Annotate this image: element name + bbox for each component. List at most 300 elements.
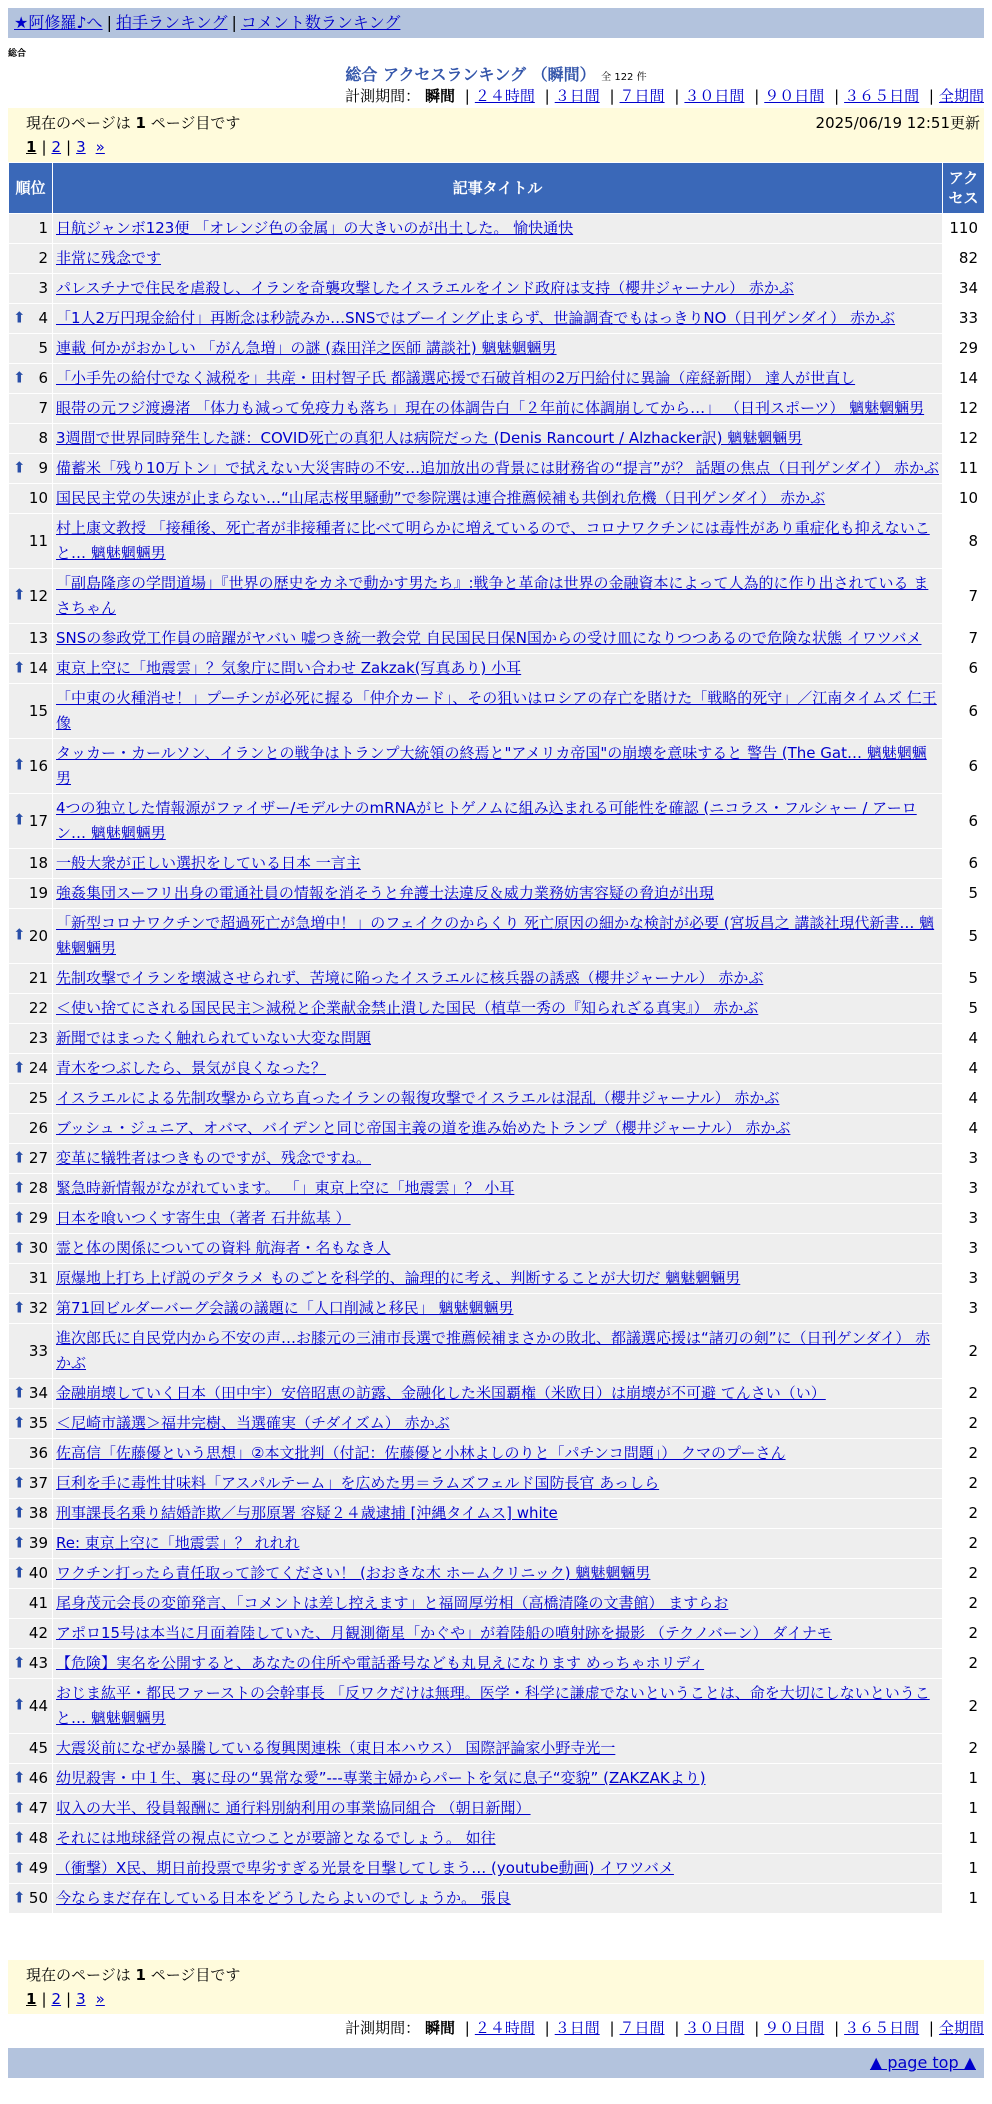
access-count: 1 [943,1854,985,1884]
rank-number: 34 [28,1384,48,1402]
table-row [9,794,985,849]
period-link-24h[interactable]: ２４時間 [474,87,535,105]
article-link[interactable]: 新聞ではまったく触れられていない大変な問題 [56,1029,372,1047]
article-link[interactable]: 今ならまだ存在している日本をどうしたらよいのでしょうか。 張良 [56,1889,511,1907]
article-link[interactable]: 「小手先の給付でなく減税を」共産・田村智子氏 都議選応援で石破首相の2万円給付に異論（産経新聞） 達人が世直し [56,369,856,387]
title-cell [53,1264,943,1294]
title-header: 記事タイトル [53,163,943,214]
rank-cell [9,654,53,684]
rank-number: 24 [28,1059,48,1077]
arrow-up-icon: ⬆ [13,1297,26,1316]
table-row [9,1114,985,1144]
rank-number: 22 [28,999,48,1017]
access-count: 4 [943,1054,985,1084]
rank-cell [9,394,53,424]
article-link[interactable]: 3週間で世界同時発生した謎：COVID死亡の真犯人は病院だった (Denis Rancourt / Alzhacker訳) 魑魅魍魎男 [56,429,803,447]
table-row [9,1174,985,1204]
rank-number: 29 [28,1209,48,1227]
article-link[interactable]: 刑事課長名乗り結婚詐欺／与那原署 容疑２４歳逮捕 [沖縄タイムス] white [56,1504,558,1522]
arrow-up-icon: ⬆ [13,1237,26,1256]
table-row [9,739,985,794]
page-link-2[interactable]: 2 [51,138,62,156]
article-link[interactable]: 進次郎氏に自民党内から不安の声…お膝元の三浦市長選で推薦候補まさかの敗北、都議選応援は“諸刃の剣”に（日刊ゲンダイ） 赤かぶ [56,1329,931,1372]
access-count: 12 [943,394,985,424]
rank-cell [9,739,53,794]
rank-number: 38 [28,1504,48,1522]
rank-cell [9,1054,53,1084]
access-count: 2 [943,1679,985,1734]
rank-number: 26 [28,1119,48,1137]
table-row [9,1294,985,1324]
period-link-3d[interactable]: ３日間 [554,87,600,105]
period-link-90d[interactable]: ９０日間 [764,87,825,105]
period-selector-bottom: 計測期間： 瞬間 | ２４時間 | ３日間 | ７日間 | ３０日間 | ９０日間 | ３６５日間 | 全期間 [345,2019,984,2037]
article-link[interactable]: 収入の大半、役員報酬に 通行料別納利用の事業協同組合 （朝日新聞） [56,1799,531,1817]
title-cell [53,1854,943,1884]
access-count: 1 [943,1794,985,1824]
rank-number: 1 [38,219,48,237]
rank-number: 40 [28,1564,48,1582]
arrow-up-icon: ⬆ [13,1797,26,1816]
arrow-up-icon: ⬆ [13,657,26,676]
rank-number: 30 [28,1239,48,1257]
article-link[interactable]: 「中東の火種消せ！」プーチンが必死に握る「仲介カード」、その狙いはロシアの存亡を賭けた「戦略的死守」／江南タイムズ 仁王像 [56,689,937,732]
rank-cell [9,1264,53,1294]
rank-cell [9,1469,53,1499]
article-link[interactable]: 備蓄米「残り10万トン」で拭えない大災害時の不安…追加放出の背景には財務省の“提言”が？ 話題の焦点（日刊ゲンダイ） 赤かぶ [56,459,939,477]
rank-cell [9,1084,53,1114]
title-cell [53,1649,943,1679]
rank-number: 28 [28,1179,48,1197]
article-link[interactable]: それには地球経営の視点に立つことが要諦となるでしょう。 如往 [56,1829,496,1847]
table-row [9,879,985,909]
next-page-link-bottom[interactable]: » [95,1990,105,2008]
title-cell [53,994,943,1024]
rank-number: 37 [28,1474,48,1492]
title-cell [53,654,943,684]
article-link[interactable]: 巨利を手に毒性甘味料「アスパルテーム」を広めた男＝ラムズフェルド国防長官 あっしら [56,1474,660,1492]
access-count: 2 [943,1499,985,1529]
article-link[interactable]: 大震災前になぜか暴騰している復興関連株（東日本ハウス） 国際評論家小野寺光一 [56,1739,616,1757]
rank-cell [9,454,53,484]
title-cell [53,304,943,334]
table-row [9,1469,985,1499]
page-links-bottom: 1 | 2 | 3 » [26,1990,105,2008]
rank-cell [9,1294,53,1324]
table-row [9,1619,985,1649]
rank-number: 50 [28,1889,48,1907]
arrow-up-icon: ⬆ [13,1412,26,1431]
page-links: 1 | 2 | 3 » [26,138,105,156]
rank-number: 8 [38,429,48,447]
period-link-all[interactable]: 全期間 [938,87,984,105]
article-link[interactable]: 国民民主党の失速が止まらない…“山尾志桜里騒動”で参院選は連合推薦候補も共倒れ危機（日刊ゲンダイ） 赤かぶ [56,489,826,507]
title-cell [53,274,943,304]
arrow-up-icon: ⬆ [13,1532,26,1551]
title-cell [53,1379,943,1409]
access-count: 82 [943,244,985,274]
rank-number: 6 [38,369,48,387]
rank-number: 2 [38,249,48,267]
article-link[interactable]: 原爆地上打ち上げ説のデタラメ ものごとを科学的、論理的に考え、判断することが大切だ 魑魅魍魎男 [56,1269,741,1287]
top-nav: ★阿修羅♪へ | 拍手ランキング | コメント数ランキング [8,8,984,38]
rank-cell [9,569,53,624]
rank-number: 5 [38,339,48,357]
access-count: 8 [943,514,985,569]
period-link-30d[interactable]: ３０日間 [684,87,745,105]
period-link-365d-bottom[interactable]: ３６５日間 [844,2019,920,2037]
arrow-up-icon: ⬆ [13,307,26,326]
title-cell [53,1884,943,1914]
rank-cell [9,484,53,514]
section-label: 総合 [8,49,27,59]
article-link[interactable]: 【危険】実名を公開すると、あなたの住所や電話番号なども丸見えになります めっちゃホリディ [56,1654,705,1672]
access-count: 11 [943,454,985,484]
rank-number: 39 [28,1534,48,1552]
period-link-all-bottom[interactable]: 全期間 [938,2019,984,2037]
access-count: 2 [943,1324,985,1379]
title-cell [53,364,943,394]
rank-number: 7 [38,399,48,417]
title-cell [53,879,943,909]
title-cell [53,1204,943,1234]
access-count: 14 [943,364,985,394]
rank-number: 48 [28,1829,48,1847]
table-row [9,514,985,569]
rank-number: 35 [28,1414,48,1432]
table-row [9,1379,985,1409]
rank-number: 32 [28,1299,48,1317]
rank-cell [9,1734,53,1764]
rank-cell [9,1114,53,1144]
article-link[interactable]: 霊と体の関係についての資料 航海者・名もなき人 [56,1239,391,1257]
rank-cell [9,849,53,879]
rank-number: 12 [28,586,48,605]
table-row [9,624,985,654]
title-cell [53,514,943,569]
rank-number: 25 [28,1089,48,1107]
arrow-up-icon: ⬆ [13,1695,26,1714]
access-count: 6 [943,849,985,879]
title-cell [53,1764,943,1794]
arrow-up-icon: ⬆ [13,1652,26,1671]
article-link[interactable]: 東京上空に「地震雲」？気象庁に問い合わせ Zakzak(写真あり) 小耳 [56,659,522,677]
access-count: 4 [943,1024,985,1054]
page-link-2-bottom[interactable]: 2 [51,1990,62,2008]
rank-number: 4 [38,309,48,327]
table-row [9,1409,985,1439]
home-link[interactable]: ★阿修羅♪へ [14,13,103,32]
rank-number: 47 [28,1799,48,1817]
access-count: 2 [943,1589,985,1619]
access-count: 10 [943,484,985,514]
rank-number: 44 [28,1696,48,1715]
access-count: 6 [943,684,985,739]
page-top-link[interactable]: ▲ page top ▲ [869,2053,976,2072]
ranking-table [8,162,985,1914]
article-link[interactable]: ワクチン打ったら責任取って診てください！ (おおきな木 ホームクリニック) 魑魅魍魎男 [56,1564,651,1582]
article-link[interactable]: 一般大衆が正しい選択をしている日本 一言主 [56,854,361,872]
access-count: 3 [943,1204,985,1234]
table-row [9,1324,985,1379]
rank-cell [9,304,53,334]
access-count: 6 [943,794,985,849]
rank-cell [9,1794,53,1824]
period-link-3d-bottom[interactable]: ３日間 [554,2019,600,2037]
table-row [9,274,985,304]
period-selector-top: 計測期間： 瞬間 | ２４時間 | ３日間 | ７日間 | ３０日間 | ９０日間 | ３６５日間 | 全期間 [345,87,984,105]
article-link[interactable]: 金融崩壊していく日本（田中宇）安倍昭恵の訪露、金融化した米国覇権（米欧日）は崩壊が不可避 てんさい（い） [56,1384,826,1402]
rank-cell [9,1559,53,1589]
article-link[interactable]: 「新型コロナワクチンで超過死亡が急増中！」のフェイクのからくり 死亡原因の細かな検討が必要 (宮坂昌之 講談社現代新書… 魑魅魍魎男 [56,914,935,957]
rank-cell [9,244,53,274]
arrow-up-icon: ⬆ [13,1057,26,1076]
arrow-up-icon: ⬆ [13,1767,26,1786]
article-link[interactable]: （衝撃）X民、期日前投票で卑劣すぎる光景を目撃してしまう… (youtube動画) イワツバメ [56,1859,674,1877]
article-link[interactable]: ＜尼崎市議選＞福井完樹、当選確実（チダイズム） 赤かぶ [56,1414,450,1432]
next-page-link[interactable]: » [95,138,105,156]
access-count: 7 [943,624,985,654]
arrow-up-icon: ⬆ [13,1502,26,1521]
title-cell [53,1439,943,1469]
title-cell [53,1144,943,1174]
rank-number: 21 [28,969,48,987]
period-link-7d-bottom[interactable]: ７日間 [619,2019,665,2037]
article-link[interactable]: 佐高信「佐藤優という思想」②本文批判（付記：佐藤優と小林よしのりと「パチンコ問題」） クマのプーさん [56,1444,786,1462]
page-title-text: 総合 アクセスランキング （瞬間） [345,65,596,84]
article-link[interactable]: 村上康文教授 「接種後、死亡者が非接種者に比べて明らかに増えているので、コロナワクチンには毒性があり重症化も抑えないこと… 魑魅魍魎男 [56,519,930,562]
table-row [9,1824,985,1854]
table-row [9,1499,985,1529]
rank-number: 13 [28,629,48,647]
access-count: 34 [943,274,985,304]
rank-number: 49 [28,1859,48,1877]
rank-number: 20 [28,926,48,945]
title-cell [53,454,943,484]
article-link[interactable]: 「1人2万円現金給付」再断念は秒読みか…SNSではブーイング止まらず、世論調査でもはっきりNO（日刊ゲンダイ） 赤かぶ [56,309,896,327]
clap-ranking-link[interactable]: 拍手ランキング [115,13,228,32]
period-link-90d-bottom[interactable]: ９０日間 [764,2019,825,2037]
article-link[interactable]: イスラエルによる先制攻撃から立ち直ったイランの報復攻撃でイスラエルは混乱（櫻井ジャーナル） 赤かぶ [56,1089,780,1107]
access-count: 3 [943,1234,985,1264]
access-count: 4 [943,1114,985,1144]
article-link[interactable]: 先制攻撃でイランを壊滅させられず、苦境に陥ったイスラエルに核兵器の誘惑（櫻井ジャーナル） 赤かぶ [56,969,764,987]
rank-number: 33 [28,1341,48,1360]
access-count: 2 [943,1559,985,1589]
access-count: 110 [943,214,985,244]
rank-cell [9,1884,53,1914]
period-link-30d-bottom[interactable]: ３０日間 [684,2019,745,2037]
period-link-7d[interactable]: ７日間 [619,87,665,105]
title-cell [53,1114,943,1144]
table-row [9,994,985,1024]
period-link-365d[interactable]: ３６５日間 [844,87,920,105]
table-row [9,849,985,879]
rank-number: 31 [28,1269,48,1287]
table-row [9,909,985,964]
table-row [9,964,985,994]
table-row [9,364,985,394]
rank-cell [9,1324,53,1379]
rank-cell [9,1379,53,1409]
rank-cell [9,1499,53,1529]
access-count: 2 [943,1469,985,1499]
period-label: 計測期間： [345,87,421,105]
title-cell [53,684,943,739]
table-header [9,163,985,214]
article-link[interactable]: 幼児殺害・中１生、裏に母の“異常な愛”---専業主婦からパートを気に息子“変貌” (ZAKZAKより) [56,1769,706,1787]
access-count: 5 [943,879,985,909]
arrow-up-icon: ⬆ [13,1382,26,1401]
title-cell [53,624,943,654]
title-cell [53,1409,943,1439]
title-cell [53,1619,943,1649]
arrow-up-icon: ⬆ [13,1472,26,1491]
rank-number: 19 [28,884,48,902]
table-row [9,1024,985,1054]
article-link[interactable]: 眼帯の元フジ渡邊渚 「体力も減って免疫力も落ち」現在の体調告白「２年前に体調崩してから…」 （日刊スポーツ） 魑魅魍魎男 [56,399,925,417]
page-link-3[interactable]: 3 [76,138,86,156]
table-row [9,1439,985,1469]
arrow-up-icon: ⬆ [13,1147,26,1166]
comment-ranking-link[interactable]: コメント数ランキング [240,13,401,32]
access-count: 1 [943,1884,985,1914]
access-count: 3 [943,1174,985,1204]
rank-number: 46 [28,1769,48,1787]
article-link[interactable]: 「副島隆彦の学問道場」『世界の歴史をカネで動かす男たち』:戦争と革命は世界の金融資本によって人為的に作り出されている まさちゃん [56,574,929,617]
table-row [9,569,985,624]
period-current: 瞬間 [424,87,455,105]
article-link[interactable]: パレスチナで住民を虐殺し、イランを奇襲攻撃したイスラエルをインド政府は支持（櫻井ジャーナル） 赤かぶ [56,279,794,297]
table-row [9,1084,985,1114]
rank-number: 17 [28,811,48,830]
total-count: 全 122 件 [601,72,647,83]
rank-cell [9,1679,53,1734]
title-cell [53,569,943,624]
rank-number: 42 [28,1624,48,1642]
access-header: アクセス [943,163,985,214]
title-cell [53,849,943,879]
article-link[interactable]: 連載 何かがおかしい 「がん急増」の謎 (森田洋之医師 講談社) 魑魅魍魎男 [56,339,557,357]
access-count: 2 [943,1379,985,1409]
table-row [9,1764,985,1794]
title-cell [53,1469,943,1499]
title-cell [53,394,943,424]
table-row [9,1054,985,1084]
rank-number: 15 [28,701,48,720]
title-cell [53,794,943,849]
access-count: 12 [943,424,985,454]
article-link[interactable]: 非常に残念です [56,249,162,267]
access-count: 33 [943,304,985,334]
rank-cell [9,1824,53,1854]
page-link-3-bottom[interactable]: 3 [76,1990,86,2008]
article-link[interactable]: Re: 東京上空に「地震雲」？ れれれ [56,1534,300,1552]
article-link[interactable]: 尾身茂元会長の変節発言、「コメントは差し控えます」と福岡厚労相（高橋清隆の文書館） ますらお [56,1594,729,1612]
rank-cell [9,1529,53,1559]
arrow-up-icon: ⬆ [13,457,26,476]
access-count: 2 [943,1529,985,1559]
article-link[interactable]: 変革に犠牲者はつきものですが、残念ですね。 [56,1149,372,1167]
title-cell [53,1679,943,1734]
article-link[interactable]: おじま紘平・都民ファーストの会幹事長 「反ワクだけは無理。医学・科学に謙虚でないということは、命を大切にしないということ… 魑魅魍魎男 [56,1684,930,1727]
access-count: 1 [943,1764,985,1794]
access-count: 7 [943,569,985,624]
access-count: 2 [943,1439,985,1469]
rank-number: 3 [38,279,48,297]
title-cell [53,964,943,994]
article-link[interactable]: ＜使い捨てにされる国民民主＞減税と企業献金禁止潰した国民（植草一秀の『知られざる真実』） 赤かぶ [56,999,759,1017]
title-cell [53,214,943,244]
period-link-24h-bottom[interactable]: ２４時間 [474,2019,535,2037]
arrow-up-icon: ⬆ [13,925,26,944]
title-cell [53,909,943,964]
title-cell [53,1174,943,1204]
table-row [9,1854,985,1884]
article-link[interactable]: アポロ15号は本当に月面着陸していた、月観測衛星「かぐや」が着陸船の噴射跡を撮影 （テクノバーン） ダイナモ [56,1624,832,1642]
rank-header: 順位 [9,163,53,214]
table-row [9,1734,985,1764]
title-cell [53,424,943,454]
access-count: 6 [943,739,985,794]
title-cell [53,1824,943,1854]
rank-cell [9,1024,53,1054]
arrow-up-icon: ⬆ [13,585,26,604]
arrow-up-icon: ⬆ [13,1562,26,1581]
article-link[interactable]: 第71回ビルダーバーグ会議の議題に「人口削減と移民」 魑魅魍魎男 [56,1299,514,1317]
table-row [9,1884,985,1914]
table-row [9,424,985,454]
rank-cell [9,274,53,304]
rank-number: 43 [28,1654,48,1672]
rank-cell [9,1204,53,1234]
table-row [9,1649,985,1679]
article-link[interactable]: 日本を喰いつくす寄生虫（著者 石井紘基 ） [56,1209,351,1227]
rank-cell [9,1649,53,1679]
pager-bottom [8,1960,984,2014]
access-count: 3 [943,1144,985,1174]
arrow-up-icon: ⬆ [13,1827,26,1846]
rank-number: 23 [28,1029,48,1047]
article-link[interactable]: 4つの独立した情報源がファイザー/モデルナのmRNAがヒトゲノムに組み込まれる可能性を確認 (ニコラス・フルシャー / アーロン… 魑魅魍魎男 [56,799,917,842]
title-cell [53,1559,943,1589]
table-row [9,1559,985,1589]
table-row [9,244,985,274]
article-link[interactable]: 日航ジャンボ123便 「オレンジ色の金属」の大きいのが出土した。 愉快通快 [56,219,574,237]
article-link[interactable]: タッカー・カールソン、イランとの戦争はトランプ大統領の終焉と"アメリカ帝国"の崩壊を意味すると 警告 (The Gat… 魑魅魍魎男 [56,744,927,787]
article-link[interactable]: SNSの参政党工作員の暗躍がヤバい 嘘つき統一教会党 自民国民日保N国からの受け皿になりつつあるので危険な状態 イワツバメ [56,629,922,647]
access-count: 3 [943,1294,985,1324]
table-row [9,1234,985,1264]
pager-top [8,108,984,162]
title-cell [53,1024,943,1054]
table-row [9,684,985,739]
access-count: 2 [943,1409,985,1439]
arrow-up-icon: ⬆ [13,1177,26,1196]
article-link[interactable]: 緊急時新情報がながれています。 「」東京上空に「地震雲」？ 小耳 [56,1179,515,1197]
access-count: 2 [943,1734,985,1764]
rank-cell [9,1144,53,1174]
access-count: 6 [943,654,985,684]
rank-cell [9,994,53,1024]
article-link[interactable]: ブッシュ・ジュニア、オバマ、バイデンと同じ帝国主義の道を進み始めたトランプ（櫻井ジャーナル） 赤かぶ [56,1119,791,1137]
table-row [9,1589,985,1619]
rank-cell [9,334,53,364]
rank-cell [9,964,53,994]
rank-cell [9,1764,53,1794]
article-link[interactable]: 強姦集団スーフリ出身の電通社員の情報を消そうと弁護士法違反＆威力業務妨害容疑の脅迫が出現 [56,884,714,902]
article-link[interactable]: 青木をつぶしたら、景気が良くなった？ [56,1059,327,1077]
